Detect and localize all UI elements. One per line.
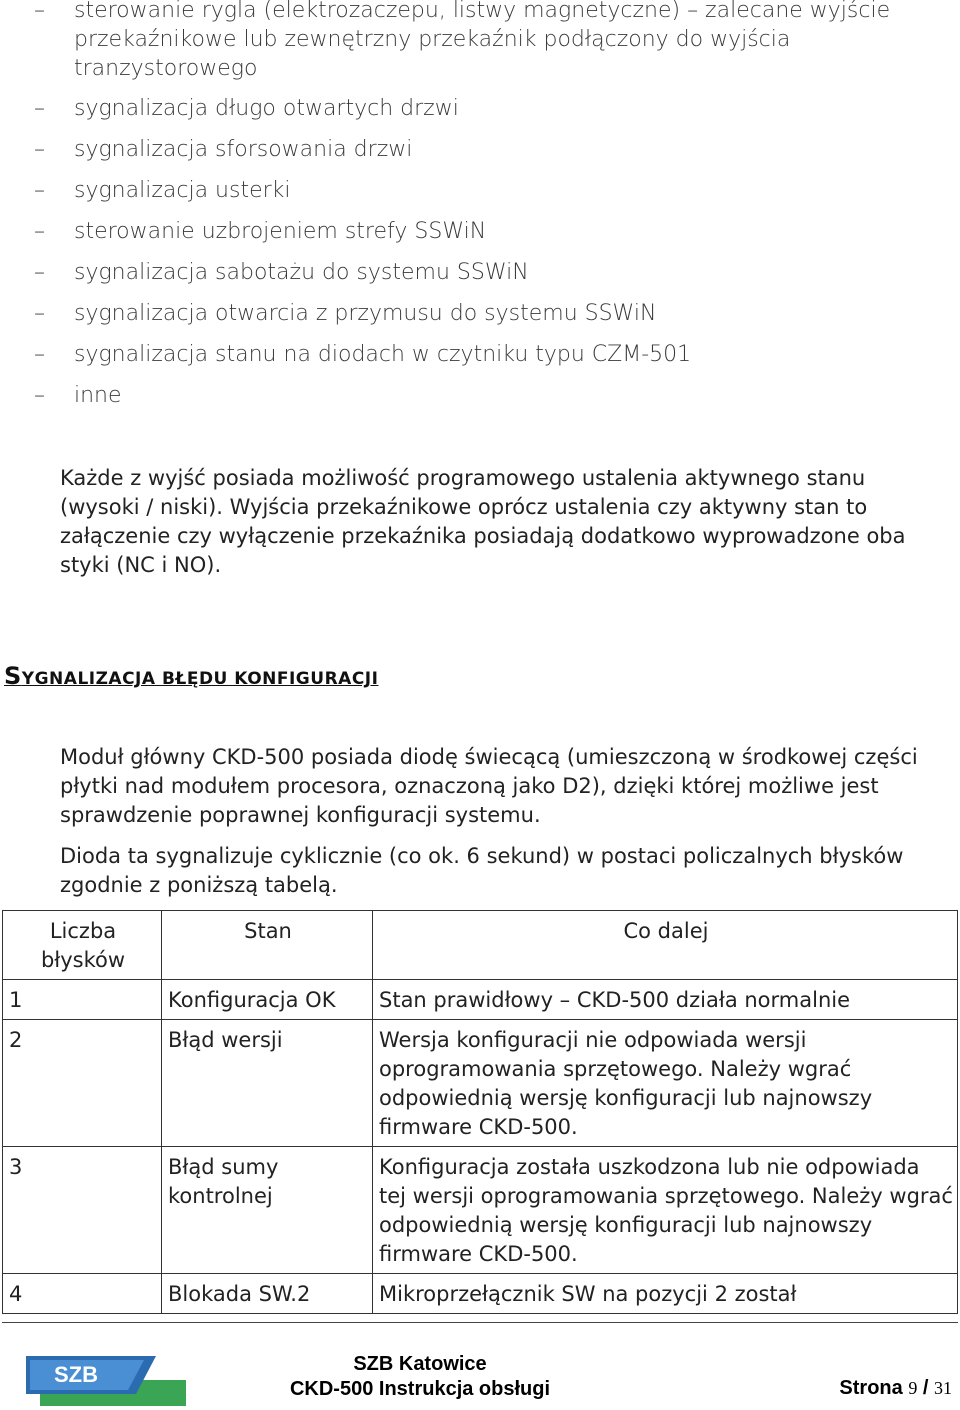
szb-logo [26,1352,186,1406]
col-header-state: Stan [162,911,373,980]
dash-bullet: – [34,0,45,23]
list-item [0,135,960,164]
cell-next: Mikroprzełącznik SW na pozycji 2 został [373,1274,958,1314]
table-row [3,1147,958,1274]
dash-bullet: – [34,178,45,203]
feature-list [0,0,960,410]
module-paragraph: Moduł główny CKD-500 posiada diodę świecącą (umieszczoną w środkowej części płytki nad modułem procesora, oznaczoną jako D2), dzięki której możliwe jest sprawdzenie poprawnej konfiguracji systemu. [60,745,918,827]
list-item [0,299,960,328]
dash-bullet: – [34,137,45,162]
dash-bullet: – [34,301,45,326]
heading-rest: YGNALIZACJA BŁĘDU KONFIGURACJI [21,669,379,689]
cell-count: 1 [3,980,162,1020]
list-item-text: sygnalizacja długo otwartych drzwi [74,96,459,121]
outputs-paragraph: Każde z wyjść posiada możliwość programowego ustalenia aktywnego stanu (wysoki / niski). Wyjścia przekaźnikowe oprócz ustalenia czy aktywny stan to załączenie czy wyłączenie przekaźnika posiadają dodatkowo wyprowadzone oba styki (NC i NO). [60,466,906,577]
list-item-text: inne [74,383,122,408]
list-item-text: sygnalizacja usterki [74,178,291,203]
cell-state: Błąd wersji [162,1020,373,1147]
cell-count: 3 [3,1147,162,1274]
list-item [0,381,960,410]
cell-next: Wersja konfiguracji nie odpowiada wersji oprogramowania sprzętowego. Należy wgrać odpowiednią wersję konfiguracji lub najnowszy firmware CKD-500. [373,1020,958,1147]
cell-next: Konfiguracja została uszkodzona lub nie odpowiada tej wersji oprogramowania sprzętowego. Należy wgrać odpowiednią wersję konfiguracji lub najnowszy firmware CKD-500. [373,1147,958,1274]
cell-count: 2 [3,1020,162,1147]
dash-bullet: – [34,96,45,121]
table-row [3,980,958,1020]
diode-paragraph: Dioda ta sygnalizuje cyklicznie (co ok. 6 sekund) w postaci policzalnych błysków zgodnie z poniższą tabelą. [60,844,904,897]
cell-state: Blokada SW.2 [162,1274,373,1314]
list-item [0,340,960,369]
dash-bullet: – [34,219,45,244]
cell-state: Błąd sumy kontrolnej [162,1147,373,1274]
dash-bullet: – [34,342,45,367]
page-total: 31 [934,1378,952,1398]
dash-bullet: – [34,383,45,408]
footer-center [230,1352,610,1402]
list-item-text: sygnalizacja sforsowania drzwi [74,137,413,162]
flash-code-table [2,910,958,1314]
footer-divider [2,1322,958,1323]
list-item-text: sterowanie rygla (elektrozaczepu, listwy magnetyczne) – zalecane wyjście przekaźnikowe lub zewnętrzny przekaźnik podłączony do wyjścia tranzystorowego [74,0,891,81]
list-item [0,0,960,83]
cell-next: Stan prawidłowy – CKD-500 działa normalnie [373,980,958,1020]
col-header-next: Co dalej [373,911,958,980]
dash-bullet: – [34,260,45,285]
table-header-row [3,911,958,980]
col-header-count: Liczba błysków [3,911,162,980]
list-item [0,217,960,246]
list-item-text: sygnalizacja otwarcia z przymusu do systemu SSWiN [74,301,657,326]
section-heading [4,662,378,690]
list-item-text: sterowanie uzbrojeniem strefy SSWiN [74,219,487,244]
list-item [0,176,960,205]
footer-manual: CKD-500 Instrukcja obsługi [289,1378,551,1400]
page-indicator [839,1377,952,1400]
cell-count: 4 [3,1274,162,1314]
footer-company: SZB Katowice [353,1353,487,1375]
table-row [3,1274,958,1314]
page-separator: / [922,1377,929,1399]
table-row [3,1020,958,1147]
list-item [0,94,960,123]
cell-state: Konfiguracja OK [162,980,373,1020]
heading-initial: S [4,662,22,690]
page-label: Strona [839,1377,903,1399]
list-item [0,258,960,287]
logo-text: SZB [54,1362,98,1387]
page-current: 9 [908,1378,918,1398]
list-item-text: sygnalizacja stanu na diodach w czytniku typu CZM-501 [74,342,692,367]
list-item-text: sygnalizacja sabotażu do systemu SSWiN [74,260,529,285]
